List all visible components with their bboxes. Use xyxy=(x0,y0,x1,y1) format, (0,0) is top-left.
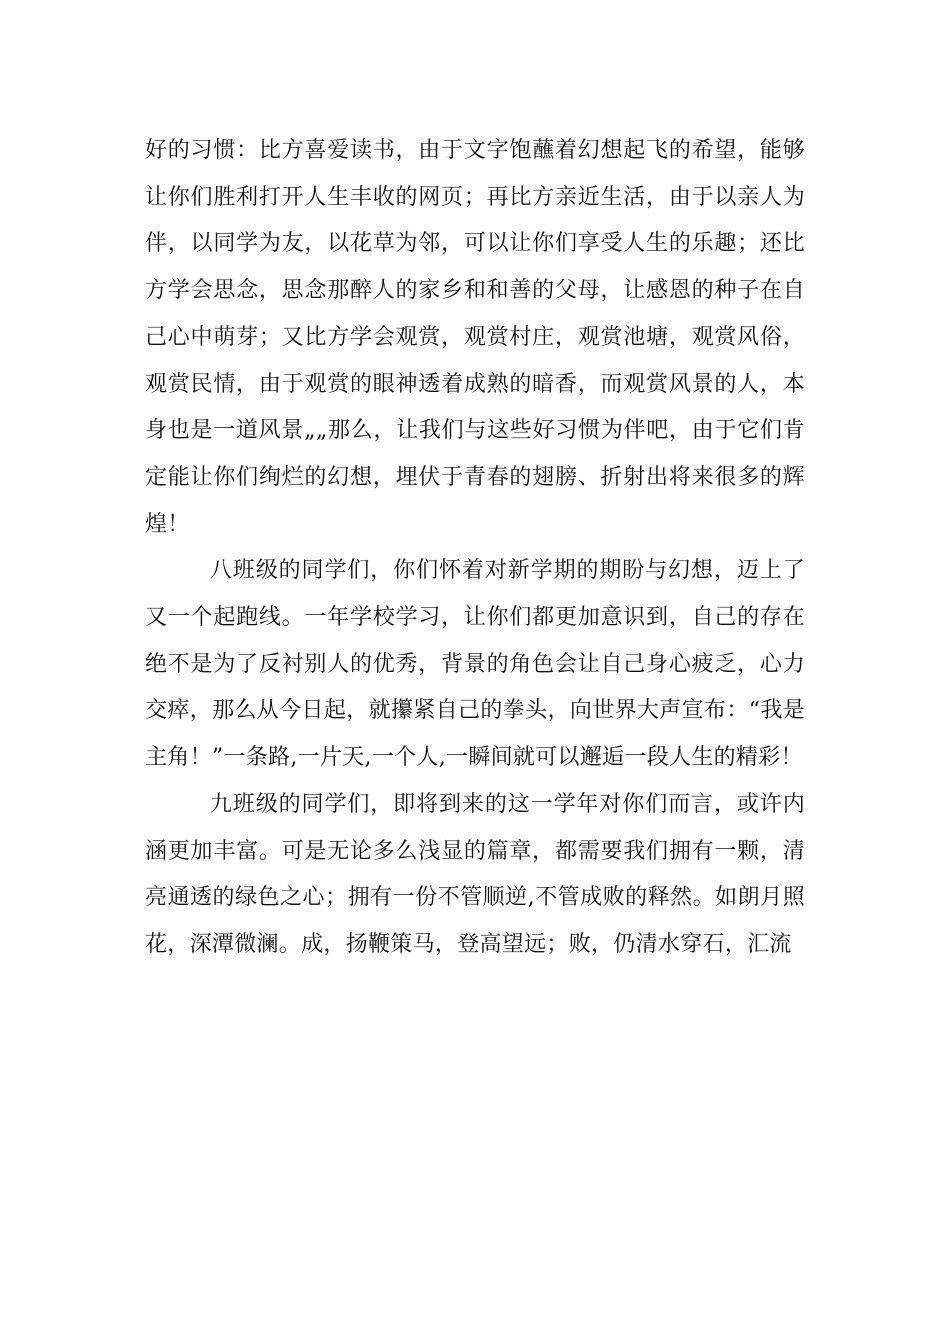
paragraph-grade-nine: 九班级的同学们，即将到来的这一学年对你们而言，或许内涵更加丰富。可是无论多么浅显的篇章，都需要我们拥有一颗，清亮通透的绿色之心；拥有一份不管顺逆,不管成败的释然。如朗月照花，深潭微澜。成，扬鞭策马，登高望远；败，仍清水穿石，汇流 xyxy=(145,791,805,957)
paragraph-habits: 好的习惯：比方喜爱读书，由于文字饱蘸着幻想起飞的希望，能够让你们胜利打开人生丰收的网页；再比方亲近生活，由于以亲人为伴，以同学为友，以花草为邻，可以让你们享受人生的乐趣；还比方学会思念，思念那醉人的家乡和和善的父母，让感恩的种子在自己心中萌芽；又比方学会观赏，观赏村庄，观赏池塘，观赏风俗，观赏民情，由于观赏的眼神透着成熟的暗香，而观赏风景的人，本身也是一道风景„„那么，让我们与这些好习惯为伴吧，由于它们肯定能让你们绚烂的幻想，埋伏于青春的翅膀、折射出将来很多的辉煌！ xyxy=(145,138,805,537)
document-body xyxy=(145,128,805,969)
paragraph-grade-eight: 八班级的同学们，你们怀着对新学期的期盼与幻想，迈上了又一个起跑线。一年学校学习，让你们都更加意识到，自己的存在绝不是为了反衬别人的优秀，背景的角色会让自己身心疲乏，心力交瘁，那么从今日起，就攥紧自己的拳头，向世界大声宣布：“我是主角！”一条路,一片天,一个人,一瞬间就可以邂逅一段人生的精彩！ xyxy=(145,558,805,771)
